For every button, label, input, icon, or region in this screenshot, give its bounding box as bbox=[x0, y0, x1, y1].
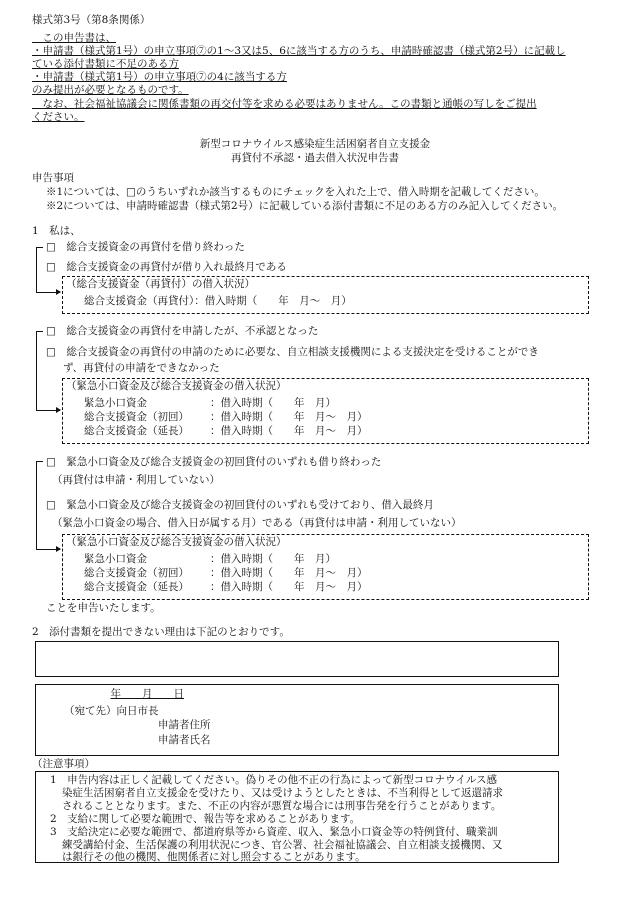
group-3-option-2b: （緊急小口資金の場合、借入日が属する月）である（再貸付は申請・利用していない） bbox=[52, 517, 462, 529]
caution-3c: は銀行その他の機関、他関係者に対し照会することがあります。 bbox=[62, 851, 366, 863]
group-2-row-3-name: 総合支援資金（延長） bbox=[84, 425, 189, 437]
group-1-option-1[interactable]: □ 総合支援資金の再貸付を借り終わった bbox=[46, 241, 245, 253]
group-2-row-2-name: 総合支援資金（初回） bbox=[84, 411, 189, 423]
intro-line-6: なお、社会福祉協議会に関係書類の再交付等を求める必要はありません。この書類と通帳の写しをご提出 bbox=[32, 98, 537, 110]
group-3-row-2-name: 総合支援資金（初回） bbox=[84, 567, 189, 579]
group-2-box-title: （緊急小口資金及び総合支援資金の借入状況） bbox=[66, 380, 287, 392]
caution-2: 2 支給に関して必要な範囲で、報告等を求めることがあります。 bbox=[50, 813, 361, 825]
declaration-text: ことを申告いたします。 bbox=[46, 602, 161, 614]
intro-line-5: のみ提出が必要となるものです。 bbox=[32, 84, 189, 96]
form-number: 様式第3号（第8条関係） bbox=[32, 14, 151, 26]
caution-3a: 3 支給決定に必要な範囲で、都道府県等から資産、収入、緊急小口資金等の特例貸付、職業訓 bbox=[50, 826, 498, 838]
intro-line-4: ・申請書（様式第1号）の申立事項⑦の4に該当する方 bbox=[32, 71, 287, 83]
item-2-heading: 2 添付書類を提出できない理由は下記のとおりです。 bbox=[32, 626, 290, 638]
note-2: ※2については、申請時確認書（様式第2号）に記載している添付書類に不足のある方のみ記入してください。 bbox=[46, 200, 564, 212]
applicant-name-label: 申請者氏名 bbox=[158, 734, 211, 746]
intro-line-3: ている添付書類に不足のある方 bbox=[32, 58, 179, 70]
title-line-1: 新型コロナウイルス感染症生活困窮者自立支援金 bbox=[199, 138, 431, 150]
title-line-2: 再貸付不承認・過去借入状況申告書 bbox=[231, 152, 399, 164]
section-label: 申告事項 bbox=[32, 172, 74, 184]
reason-input-box[interactable] bbox=[35, 641, 559, 677]
group-3-bracket bbox=[36, 461, 43, 550]
group-1-box-row: 総合支援資金（再貸付）：借入時期（ 年 月～ 月） bbox=[84, 295, 352, 307]
group-3-option-1b: （再貸付は申請・利用していない） bbox=[52, 474, 220, 486]
intro-line-2: ・申請書（様式第1号）の申立事項⑦の1～3又は5、6に該当する方のうち、申請時確認書（様式第2号）に記載し bbox=[32, 45, 566, 57]
group-2-option-2a[interactable]: □ 総合支援資金の再貸付の申請のために必要な、自立相談支援機関による支援決定を受けることができ bbox=[46, 346, 539, 358]
group-3-row-1-period: ：借入時期（ 年 月） bbox=[210, 553, 336, 565]
caution-1a: 1 申告内容は正しく記載してください。偽りその他不正の行為によって新型コロナウイルス感 bbox=[50, 774, 498, 786]
group-2-row-2-period: ：借入時期（ 年 月～ 月） bbox=[210, 411, 368, 423]
intro-line-7: ください。 bbox=[32, 111, 85, 123]
item-1-heading: 1 私は、 bbox=[32, 225, 81, 237]
group-1-arrow bbox=[36, 292, 60, 293]
group-2-row-3-period: ：借入時期（ 年 月～ 月） bbox=[210, 425, 368, 437]
group-3-row-3-name: 総合支援資金（延長） bbox=[84, 581, 189, 593]
caution-heading: （注意事項） bbox=[32, 758, 95, 770]
caution-3b: 練受講給付金、生活保護の利用状況につき、官公署、社会福祉協議会、自立相談支援機関、又 bbox=[62, 839, 503, 851]
group-1-option-2[interactable]: □ 総合支援資金の再貸付が借り入れ最終月である bbox=[46, 261, 287, 273]
group-2-row-1-period: ：借入時期（ 年 月） bbox=[210, 397, 336, 409]
group-3-option-2a[interactable]: □ 緊急小口資金及び総合支援資金の初回貸付のいずれも受けており、借入最終月 bbox=[46, 499, 434, 511]
group-2-option-1[interactable]: □ 総合支援資金の再貸付を申請したが、不承認となった bbox=[46, 325, 319, 337]
group-2-arrow bbox=[36, 410, 60, 411]
note-1: ※1については、□のうちいずれか該当するものにチェックを入れた上で、借入時期を記載してください。 bbox=[46, 186, 545, 198]
group-3-row-1-name: 緊急小口資金 bbox=[84, 553, 147, 565]
group-3-row-2-period: ：借入時期（ 年 月～ 月） bbox=[210, 567, 368, 579]
group-3-arrow bbox=[36, 549, 60, 550]
addressee: （宛て先）向日市長 bbox=[64, 705, 159, 717]
group-3-box-title: （緊急小口資金及び総合支援資金の借入状況） bbox=[66, 536, 287, 548]
group-1-box-title: （総合支援資金（再貸付）の借入状況） bbox=[66, 278, 255, 290]
group-3-row-3-period: ：借入時期（ 年 月～ 月） bbox=[210, 581, 368, 593]
caution-1c: されることとなります。また、不正の内容が悪質な場合には刑事告発を行うことがあります。 bbox=[62, 800, 502, 812]
applicant-address-label: 申請者住所 bbox=[158, 719, 211, 731]
group-3-option-1a[interactable]: □ 緊急小口資金及び総合支援資金の初回貸付のいずれも借り終わった bbox=[46, 456, 382, 468]
intro-line-1: この申告書は、 bbox=[32, 32, 116, 44]
group-2-row-1-name: 緊急小口資金 bbox=[84, 397, 147, 409]
group-1-bracket bbox=[36, 247, 43, 293]
group-2-bracket bbox=[36, 331, 43, 411]
group-2-option-2b: ず、再貸付の申請をできなかった bbox=[63, 362, 220, 374]
caution-1b: 染症生活困窮者自立支援金を受けたり、又は受けようとしたときは、不当利得として返還請求 bbox=[62, 787, 503, 799]
date-field[interactable]: 年 月 日 bbox=[110, 688, 184, 700]
